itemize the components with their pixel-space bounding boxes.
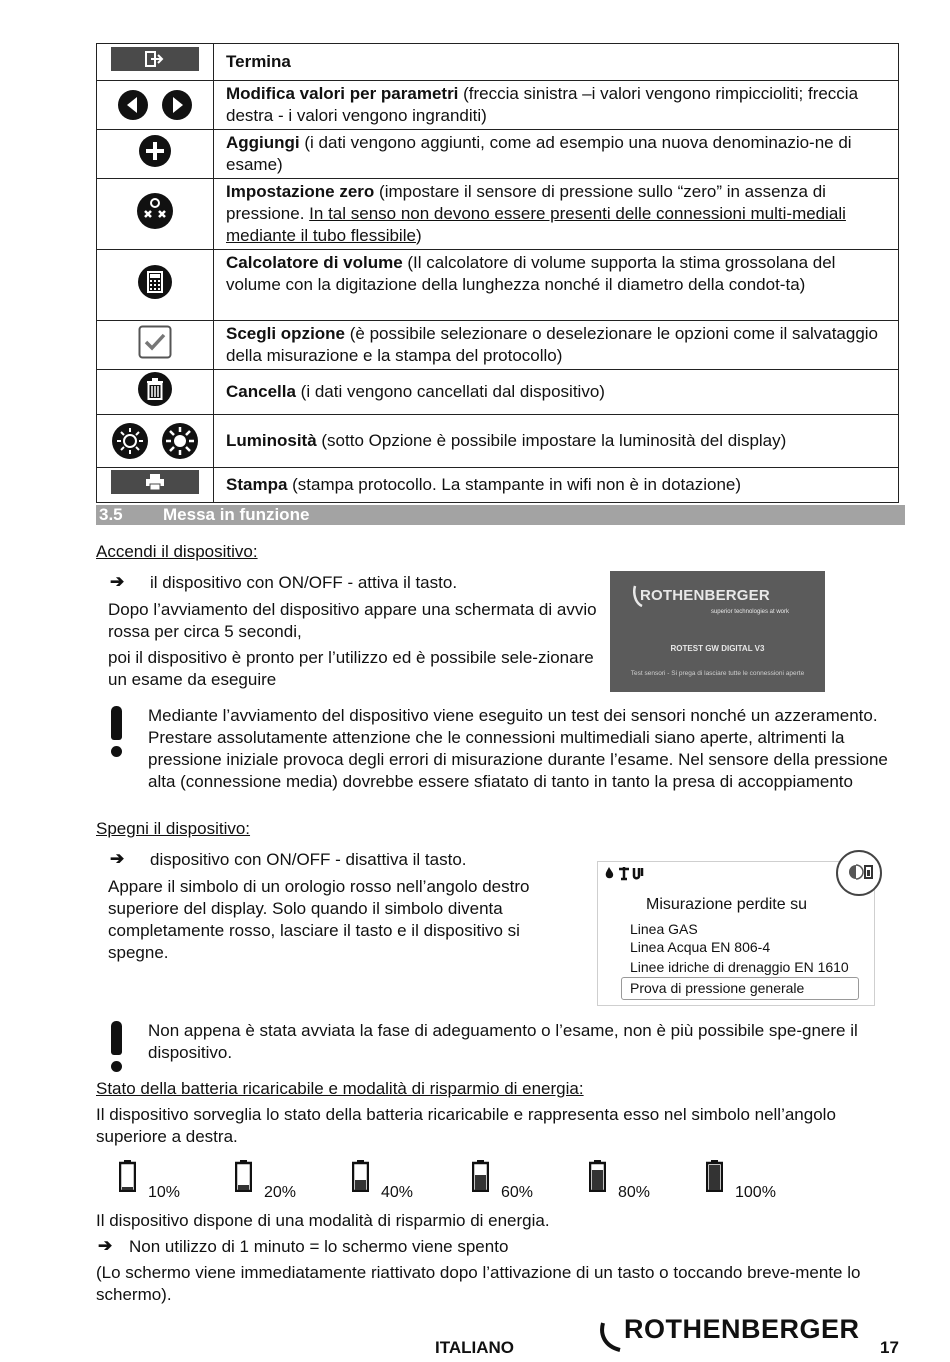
startup-screen-image — [610, 571, 825, 692]
brightness-down-icon — [111, 422, 149, 460]
table-row — [97, 44, 899, 81]
arrow-right-icon: ➔ — [98, 1236, 113, 1255]
turn-on-paragraph: Dopo l’avviamento del dispositivo appare una schermata di avvio rossa per circa 5 secondi, — [108, 600, 597, 641]
footer-brand: ROTHENBERGER — [624, 1314, 860, 1344]
icon-cell — [97, 321, 214, 370]
table-text: Luminosità (sotto Opzione è possibile impostare la luminosità del display) — [214, 415, 899, 468]
icon-cell — [97, 415, 214, 468]
table-row — [97, 321, 899, 370]
table-text: Modifica valori per parametri (freccia sinistra –i valori vengono rimpiccioliti; freccia destra - i valori vengono ingranditi) — [214, 81, 899, 130]
battery-icon — [119, 1160, 136, 1192]
brightness-up-icon — [161, 422, 199, 460]
battery-percent: 40% — [381, 1184, 414, 1201]
section-header — [96, 505, 905, 525]
table-text: Termina — [214, 44, 899, 81]
table-row — [97, 468, 899, 503]
splash-tagline: superior technologies at work — [710, 609, 789, 615]
turn-on-heading: Accendi il dispositivo: — [96, 542, 258, 561]
turn-off-heading: Spegni il dispositivo: — [96, 819, 251, 838]
table-text: Stampa (stampa protocollo. La stampante in wifi non è in dotazione) — [214, 468, 899, 503]
section-title: Messa in funzione — [163, 505, 310, 524]
splash-sensor-message: Test sensori - Si prega di lasciare tutte le connessioni aperte — [630, 670, 805, 677]
icon-cell — [97, 44, 214, 81]
menu-item-selected[interactable]: Prova di pressione generale — [621, 977, 859, 1000]
turn-off-step: dispositivo con ON/OFF - disattiva il tasto. — [150, 850, 467, 869]
checkbox-icon — [138, 325, 172, 359]
battery-percent: 60% — [501, 1184, 534, 1201]
saving-text: Il dispositivo dispone di una modalità di risparmio di energia. — [96, 1211, 550, 1230]
turn-on-paragraph: poi il dispositivo è pronto per l’utilizzo ed è possibile sele-zionare un esame da eseguire — [108, 648, 594, 689]
footer-language: ITALIANO — [435, 1338, 515, 1357]
battery-percent: 20% — [264, 1184, 297, 1201]
battery-icon — [472, 1160, 489, 1192]
printer-icon — [111, 470, 199, 494]
battery-icon — [706, 1160, 723, 1192]
saving-step: Non utilizzo di 1 minuto = lo schermo viene spento — [129, 1237, 509, 1256]
arrow-right-icon: ➔ — [110, 572, 125, 591]
table-row — [97, 179, 899, 250]
arrow-left-icon — [117, 89, 149, 121]
menu-item[interactable]: Linea GAS — [630, 921, 698, 937]
battery-icon — [235, 1160, 252, 1192]
battery-icon — [352, 1160, 369, 1192]
icon-cell — [97, 130, 214, 179]
calculator-icon — [137, 264, 173, 300]
table-text: Cancella (i dati vengono cancellati dal dispositivo) — [214, 370, 899, 415]
table-row — [97, 370, 899, 415]
table-row — [97, 130, 899, 179]
exit-icon — [111, 47, 199, 71]
turn-off-paragraph: Appare il simbolo di un orologio rosso nell’angolo destro superiore del display. Solo quando il simbolo diventa completamente rosso, lasciare il tasto e il dispositivo si spegne. — [108, 877, 530, 962]
menu-item[interactable]: Linee idriche di drenaggio EN 1610 — [630, 959, 849, 975]
saving-note: (Lo schermo viene immediatamente riattivato dopo l’attivazione di un tasto o toccando breve-mente lo schermo). — [96, 1263, 861, 1304]
turn-off-note: Non appena è stata avviata la fase di adeguamento o l’esame, non è più possibile spe-gnere il dispositivo. — [148, 1021, 858, 1062]
table-text: Calcolatore di volume (Il calcolatore di volume supporta la stima grossolana del volume con la digitazione della lunghezza nonché il diametro della condot-ta) — [214, 250, 899, 321]
table-row — [97, 415, 899, 468]
table-text: Aggiungi (i dati vengono aggiunti, come ad esempio una nuova denominazio-ne di esame) — [214, 130, 899, 179]
table-text: Impostazione zero (impostare il sensore di pressione sullo “zero” in assenza di pressione. In tal senso non devono essere presenti delle connessioni multi-mediali mediante il tubo flessibile) — [214, 179, 899, 250]
icon-legend-table — [96, 43, 899, 503]
clock-battery-icon — [836, 850, 882, 896]
warning-icon — [111, 1021, 123, 1072]
icon-cell — [97, 370, 214, 415]
rothenberger-logo-icon — [600, 1322, 622, 1352]
battery-icon — [589, 1160, 606, 1192]
battery-percent: 10% — [148, 1184, 181, 1201]
icon-cell — [97, 250, 214, 321]
turn-on-step: il dispositivo con ON/OFF - attiva il tasto. — [150, 573, 458, 592]
splash-brand: ROTHENBERGER — [640, 587, 770, 604]
icon-cell — [97, 179, 214, 250]
icon-cell — [97, 81, 214, 130]
arrow-right-icon — [161, 89, 193, 121]
status-icons — [603, 865, 647, 888]
arrow-right-icon: ➔ — [110, 849, 125, 868]
splash-version: ROTEST GW DIGITAL V3 — [670, 644, 765, 653]
table-row — [97, 250, 899, 321]
table-text: Scegli opzione (è possibile selezionare o deselezionare le opzioni come il salvataggio della misurazione e la stampa del protocollo) — [214, 321, 899, 370]
page-number: 17 — [880, 1338, 899, 1357]
battery-percent: 80% — [618, 1184, 651, 1201]
device-menu-screenshot — [597, 861, 875, 1006]
icon-cell — [97, 468, 214, 503]
battery-percent: 100% — [735, 1184, 776, 1201]
plus-icon — [138, 134, 172, 168]
menu-item[interactable]: Linea Acqua EN 806-4 — [630, 939, 771, 955]
warning-icon — [111, 706, 123, 757]
section-number: 3.5 — [99, 505, 123, 524]
table-row — [97, 81, 899, 130]
trash-icon — [137, 371, 173, 407]
battery-heading: Stato della batteria ricaricabile e modalità di risparmio di energia: — [96, 1079, 584, 1098]
zero-setting-icon — [136, 192, 174, 230]
turn-on-note: Mediante l’avviamento del dispositivo viene eseguito un test dei sensori nonché un azzeramento. Prestare assolutamente attenzione che le connessioni multimediali siano aperte, altrimenti la pressione iniziale provoca degli errori di misurazione durante l’esame. Nel sensore della pressione alta (connessione media) dovrebbe essere sfiatato di tanto in tanto la presa di accoppiamento — [148, 706, 888, 791]
menu-title: Misurazione perdite su — [646, 896, 807, 913]
battery-intro: Il dispositivo sorveglia lo stato della batteria ricaricabile e rappresenta esso nel simbolo nell’angolo superiore a destra. — [96, 1105, 836, 1146]
